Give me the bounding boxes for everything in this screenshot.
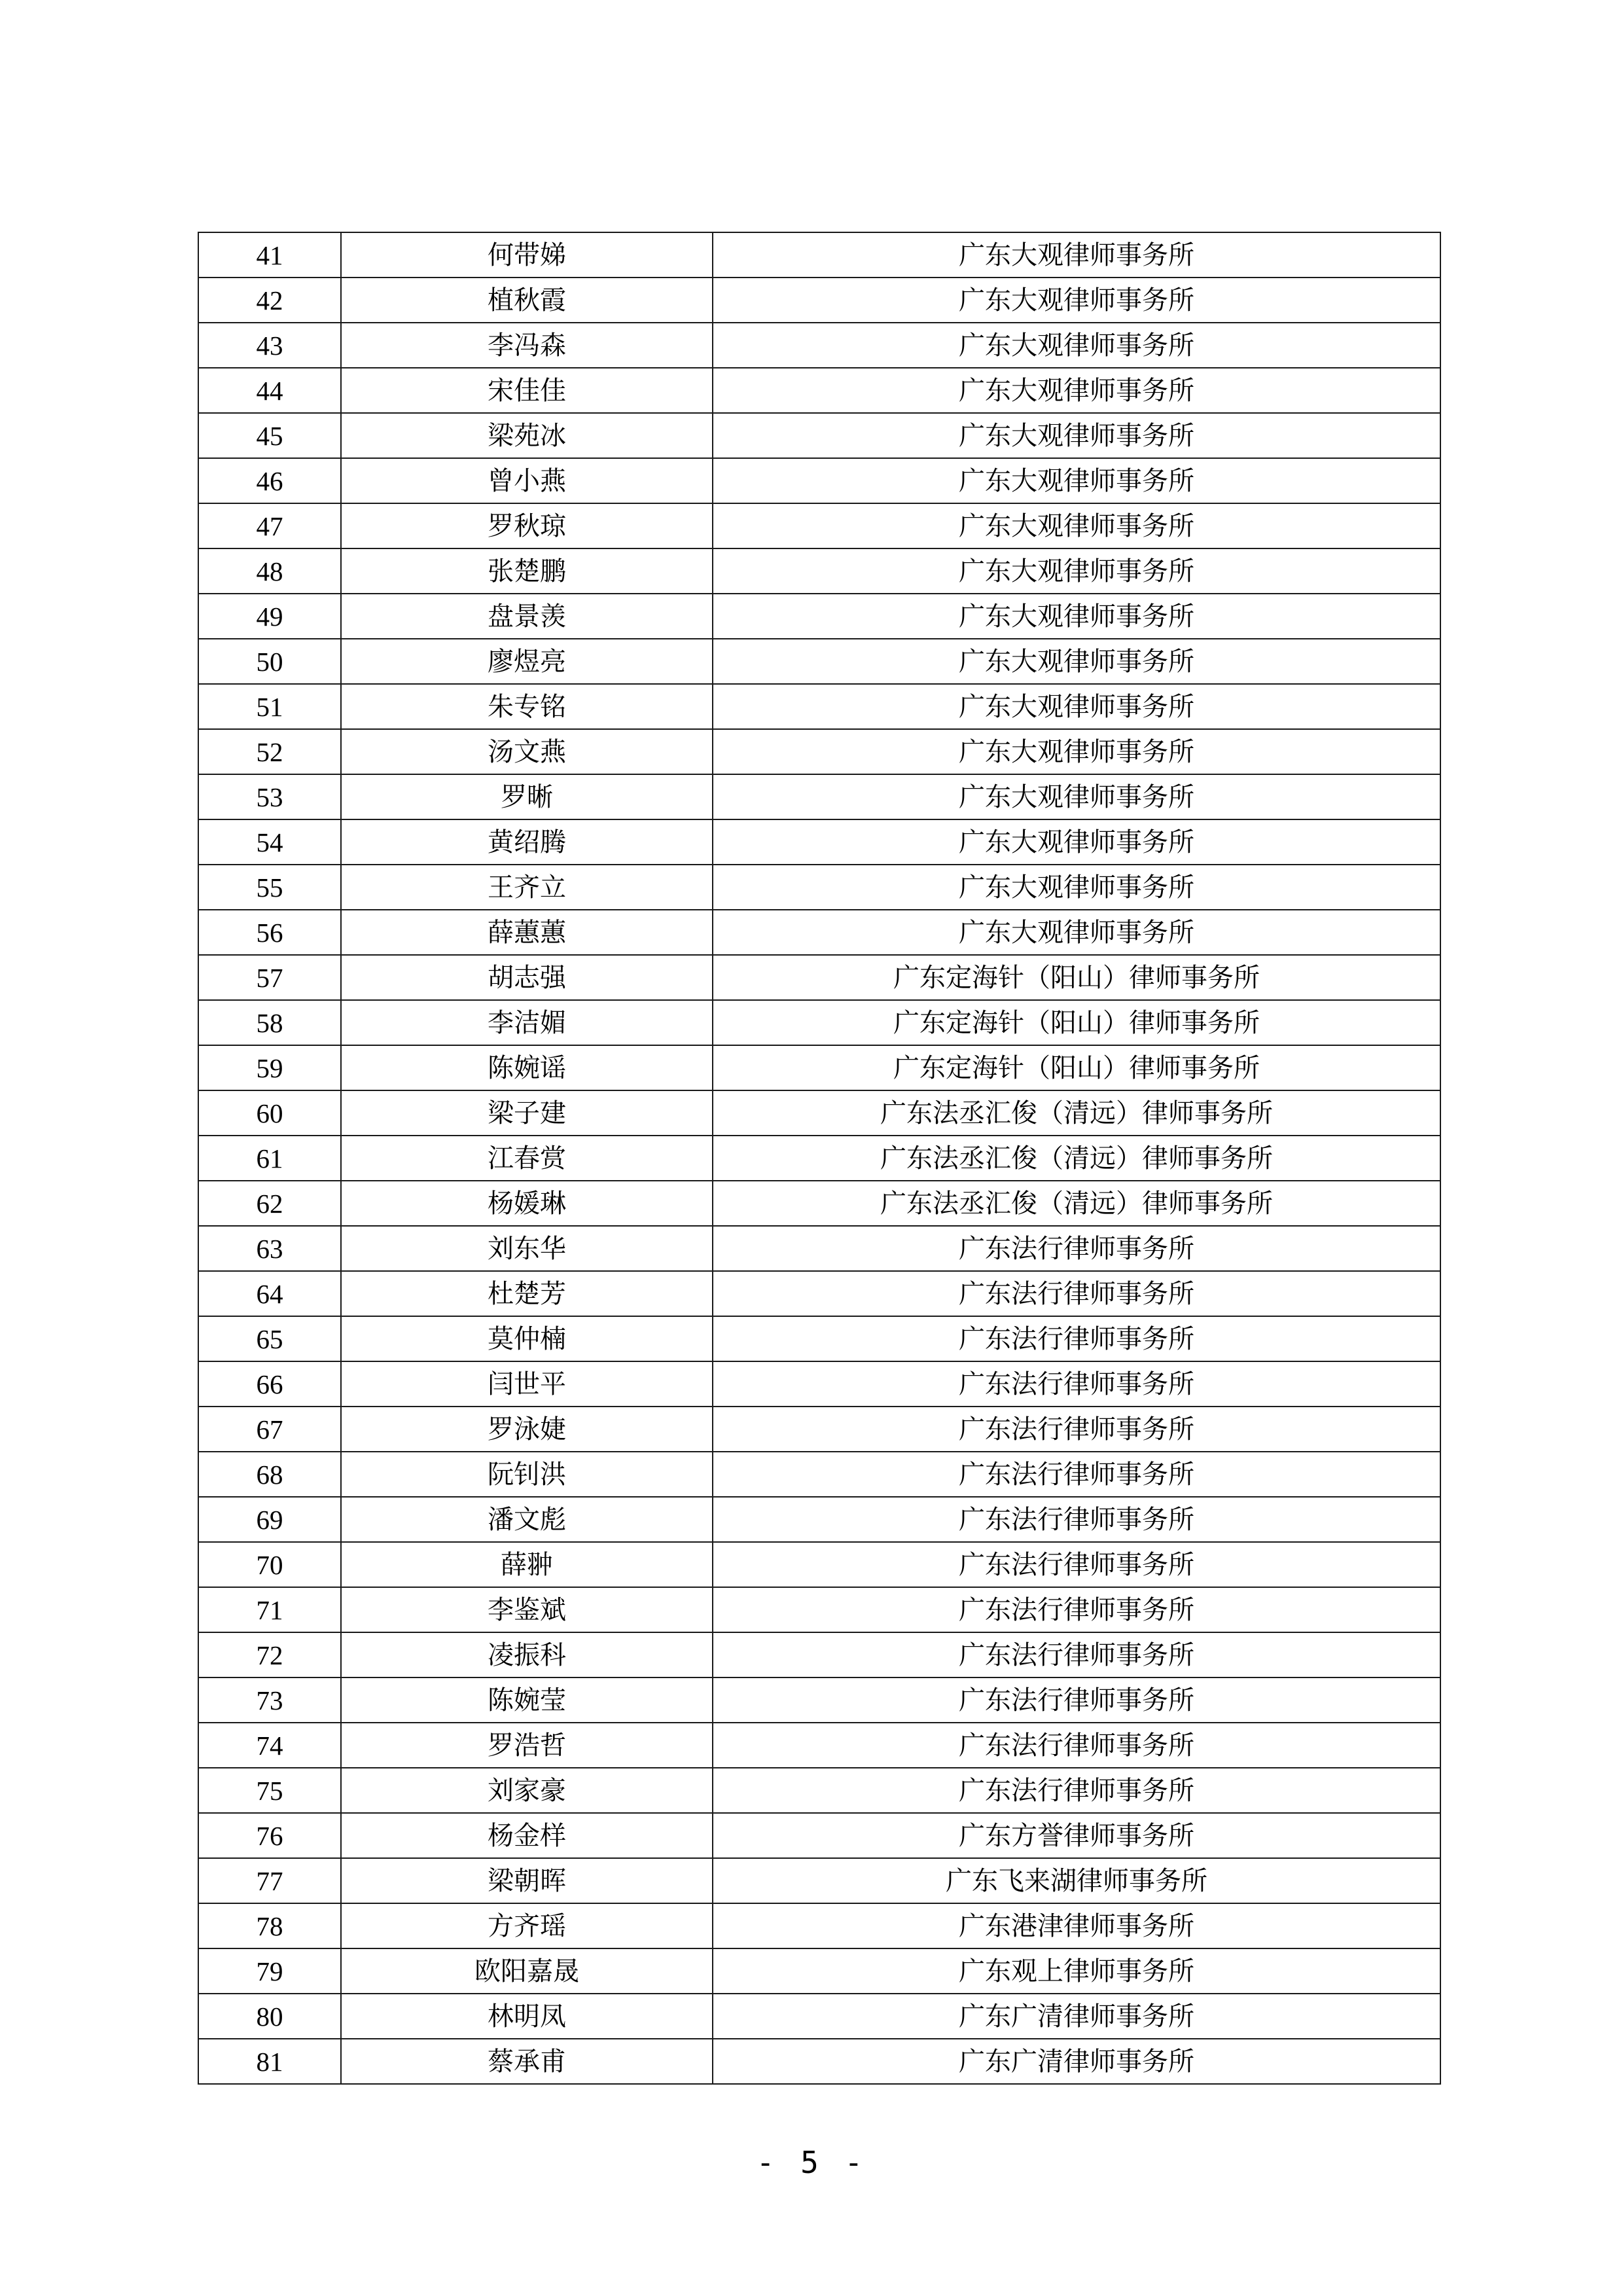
table-row	[198, 1587, 1440, 1632]
table-row	[198, 1813, 1440, 1858]
law-firm-cell: 广东法丞汇俊（清远）律师事务所	[713, 1181, 1440, 1226]
row-number-cell: 43	[198, 323, 341, 368]
lawyer-name-cell: 黄绍腾	[341, 819, 713, 865]
lawyer-name-cell: 曾小燕	[341, 458, 713, 503]
table-row	[198, 639, 1440, 684]
law-firm-cell: 广东大观律师事务所	[713, 232, 1440, 278]
lawyer-name-cell: 罗秋琼	[341, 503, 713, 548]
law-firm-cell: 广东大观律师事务所	[713, 323, 1440, 368]
row-number-cell: 50	[198, 639, 341, 684]
row-number-cell: 77	[198, 1858, 341, 1903]
row-number-cell: 75	[198, 1768, 341, 1813]
law-firm-cell: 广东大观律师事务所	[713, 278, 1440, 323]
lawyer-name-cell: 阮钊洪	[341, 1452, 713, 1497]
law-firm-cell: 广东法行律师事务所	[713, 1632, 1440, 1677]
law-firm-cell: 广东法行律师事务所	[713, 1271, 1440, 1316]
row-number-cell: 66	[198, 1361, 341, 1407]
table-row	[198, 1768, 1440, 1813]
table-row	[198, 1181, 1440, 1226]
lawyer-name-cell: 林明凤	[341, 1994, 713, 2039]
law-firm-cell: 广东大观律师事务所	[713, 639, 1440, 684]
roster-body	[198, 232, 1440, 2084]
lawyer-name-cell: 汤文燕	[341, 729, 713, 774]
row-number-cell: 53	[198, 774, 341, 819]
row-number-cell: 64	[198, 1271, 341, 1316]
law-firm-cell: 广东法行律师事务所	[713, 1226, 1440, 1271]
law-firm-cell: 广东大观律师事务所	[713, 819, 1440, 865]
lawyer-name-cell: 莫仲楠	[341, 1316, 713, 1361]
law-firm-cell: 广东法行律师事务所	[713, 1677, 1440, 1723]
lawyer-name-cell: 潘文彪	[341, 1497, 713, 1542]
row-number-cell: 61	[198, 1136, 341, 1181]
law-firm-cell: 广东法行律师事务所	[713, 1361, 1440, 1407]
row-number-cell: 70	[198, 1542, 341, 1587]
table-row	[198, 955, 1440, 1000]
law-firm-cell: 广东大观律师事务所	[713, 774, 1440, 819]
table-row	[198, 1542, 1440, 1587]
lawyer-name-cell: 杨金样	[341, 1813, 713, 1858]
row-number-cell: 65	[198, 1316, 341, 1361]
row-number-cell: 62	[198, 1181, 341, 1226]
law-firm-cell: 广东法行律师事务所	[713, 1407, 1440, 1452]
lawyer-name-cell: 陈婉莹	[341, 1677, 713, 1723]
table-row	[198, 1271, 1440, 1316]
table-row	[198, 1136, 1440, 1181]
row-number-cell: 59	[198, 1045, 341, 1090]
table-row	[198, 1948, 1440, 1994]
lawyer-name-cell: 植秋霞	[341, 278, 713, 323]
table-row	[198, 865, 1440, 910]
row-number-cell: 57	[198, 955, 341, 1000]
table-row	[198, 1903, 1440, 1948]
row-number-cell: 81	[198, 2039, 341, 2084]
table-row	[198, 1226, 1440, 1271]
lawyer-name-cell: 何带娣	[341, 232, 713, 278]
lawyer-name-cell: 张楚鹏	[341, 548, 713, 594]
law-firm-cell: 广东法丞汇俊（清远）律师事务所	[713, 1090, 1440, 1136]
table-row	[198, 278, 1440, 323]
lawyer-name-cell: 蔡承甫	[341, 2039, 713, 2084]
law-firm-cell: 广东定海针（阳山）律师事务所	[713, 1045, 1440, 1090]
lawyer-name-cell: 李洁媚	[341, 1000, 713, 1045]
row-number-cell: 52	[198, 729, 341, 774]
law-firm-cell: 广东方誉律师事务所	[713, 1813, 1440, 1858]
row-number-cell: 44	[198, 368, 341, 413]
law-firm-cell: 广东定海针（阳山）律师事务所	[713, 955, 1440, 1000]
law-firm-cell: 广东法行律师事务所	[713, 1497, 1440, 1542]
lawyer-name-cell: 陈婉谣	[341, 1045, 713, 1090]
law-firm-cell: 广东法行律师事务所	[713, 1452, 1440, 1497]
table-row	[198, 1677, 1440, 1723]
table-row	[198, 1000, 1440, 1045]
lawyer-name-cell: 王齐立	[341, 865, 713, 910]
lawyer-roster-table	[198, 232, 1441, 2085]
row-number-cell: 69	[198, 1497, 341, 1542]
lawyer-name-cell: 朱专铭	[341, 684, 713, 729]
lawyer-name-cell: 欧阳嘉晟	[341, 1948, 713, 1994]
table-row	[198, 1497, 1440, 1542]
law-firm-cell: 广东大观律师事务所	[713, 594, 1440, 639]
law-firm-cell: 广东定海针（阳山）律师事务所	[713, 1000, 1440, 1045]
law-firm-cell: 广东广清律师事务所	[713, 1994, 1440, 2039]
table-row	[198, 684, 1440, 729]
table-row	[198, 910, 1440, 955]
law-firm-cell: 广东港津律师事务所	[713, 1903, 1440, 1948]
row-number-cell: 74	[198, 1723, 341, 1768]
table-row	[198, 594, 1440, 639]
law-firm-cell: 广东大观律师事务所	[713, 910, 1440, 955]
row-number-cell: 46	[198, 458, 341, 503]
table-row	[198, 413, 1440, 458]
law-firm-cell: 广东法行律师事务所	[713, 1587, 1440, 1632]
table-row	[198, 1407, 1440, 1452]
table-row	[198, 1994, 1440, 2039]
law-firm-cell: 广东大观律师事务所	[713, 503, 1440, 548]
table-row	[198, 503, 1440, 548]
lawyer-name-cell: 梁苑冰	[341, 413, 713, 458]
law-firm-cell: 广东大观律师事务所	[713, 368, 1440, 413]
table-row	[198, 819, 1440, 865]
law-firm-cell: 广东大观律师事务所	[713, 413, 1440, 458]
table-row	[198, 368, 1440, 413]
law-firm-cell: 广东法行律师事务所	[713, 1316, 1440, 1361]
table-row	[198, 1045, 1440, 1090]
table-row	[198, 2039, 1440, 2084]
lawyer-name-cell: 方齐瑶	[341, 1903, 713, 1948]
law-firm-cell: 广东法丞汇俊（清远）律师事务所	[713, 1136, 1440, 1181]
row-number-cell: 72	[198, 1632, 341, 1677]
row-number-cell: 51	[198, 684, 341, 729]
page-number: - 5 -	[756, 2145, 867, 2180]
table-row	[198, 548, 1440, 594]
lawyer-name-cell: 盘景羡	[341, 594, 713, 639]
lawyer-name-cell: 李鉴斌	[341, 1587, 713, 1632]
law-firm-cell: 广东大观律师事务所	[713, 729, 1440, 774]
row-number-cell: 45	[198, 413, 341, 458]
lawyer-name-cell: 凌振科	[341, 1632, 713, 1677]
table-row	[198, 323, 1440, 368]
row-number-cell: 60	[198, 1090, 341, 1136]
table-row	[198, 1723, 1440, 1768]
law-firm-cell: 广东大观律师事务所	[713, 865, 1440, 910]
row-number-cell: 48	[198, 548, 341, 594]
law-firm-cell: 广东飞来湖律师事务所	[713, 1858, 1440, 1903]
lawyer-name-cell: 闫世平	[341, 1361, 713, 1407]
row-number-cell: 63	[198, 1226, 341, 1271]
lawyer-name-cell: 薛翀	[341, 1542, 713, 1587]
law-firm-cell: 广东广清律师事务所	[713, 2039, 1440, 2084]
law-firm-cell: 广东大观律师事务所	[713, 458, 1440, 503]
table-row	[198, 1632, 1440, 1677]
lawyer-name-cell: 罗晰	[341, 774, 713, 819]
law-firm-cell: 广东观上律师事务所	[713, 1948, 1440, 1994]
lawyer-name-cell: 胡志强	[341, 955, 713, 1000]
lawyer-name-cell: 江春赏	[341, 1136, 713, 1181]
table-row	[198, 1090, 1440, 1136]
law-firm-cell: 广东法行律师事务所	[713, 1542, 1440, 1587]
row-number-cell: 56	[198, 910, 341, 955]
row-number-cell: 78	[198, 1903, 341, 1948]
lawyer-name-cell: 罗泳婕	[341, 1407, 713, 1452]
row-number-cell: 47	[198, 503, 341, 548]
row-number-cell: 42	[198, 278, 341, 323]
table-row	[198, 232, 1440, 278]
row-number-cell: 49	[198, 594, 341, 639]
lawyer-name-cell: 梁子建	[341, 1090, 713, 1136]
table-row	[198, 1361, 1440, 1407]
lawyer-name-cell: 李冯森	[341, 323, 713, 368]
lawyer-name-cell: 刘东华	[341, 1226, 713, 1271]
lawyer-name-cell: 罗浩哲	[341, 1723, 713, 1768]
row-number-cell: 68	[198, 1452, 341, 1497]
row-number-cell: 67	[198, 1407, 341, 1452]
row-number-cell: 71	[198, 1587, 341, 1632]
table-row	[198, 729, 1440, 774]
lawyer-name-cell: 宋佳佳	[341, 368, 713, 413]
law-firm-cell: 广东法行律师事务所	[713, 1768, 1440, 1813]
law-firm-cell: 广东大观律师事务所	[713, 548, 1440, 594]
lawyer-name-cell: 梁朝晖	[341, 1858, 713, 1903]
row-number-cell: 79	[198, 1948, 341, 1994]
row-number-cell: 41	[198, 232, 341, 278]
law-firm-cell: 广东法行律师事务所	[713, 1723, 1440, 1768]
law-firm-cell: 广东大观律师事务所	[713, 684, 1440, 729]
table-row	[198, 458, 1440, 503]
table-row	[198, 1452, 1440, 1497]
row-number-cell: 76	[198, 1813, 341, 1858]
row-number-cell: 58	[198, 1000, 341, 1045]
row-number-cell: 73	[198, 1677, 341, 1723]
lawyer-name-cell: 刘家豪	[341, 1768, 713, 1813]
row-number-cell: 54	[198, 819, 341, 865]
table-row	[198, 1858, 1440, 1903]
row-number-cell: 80	[198, 1994, 341, 2039]
lawyer-name-cell: 廖煜亮	[341, 639, 713, 684]
lawyer-name-cell: 杨媛琳	[341, 1181, 713, 1226]
lawyer-name-cell: 薛蕙蕙	[341, 910, 713, 955]
table-row	[198, 774, 1440, 819]
table-row	[198, 1316, 1440, 1361]
row-number-cell: 55	[198, 865, 341, 910]
lawyer-name-cell: 杜楚芳	[341, 1271, 713, 1316]
